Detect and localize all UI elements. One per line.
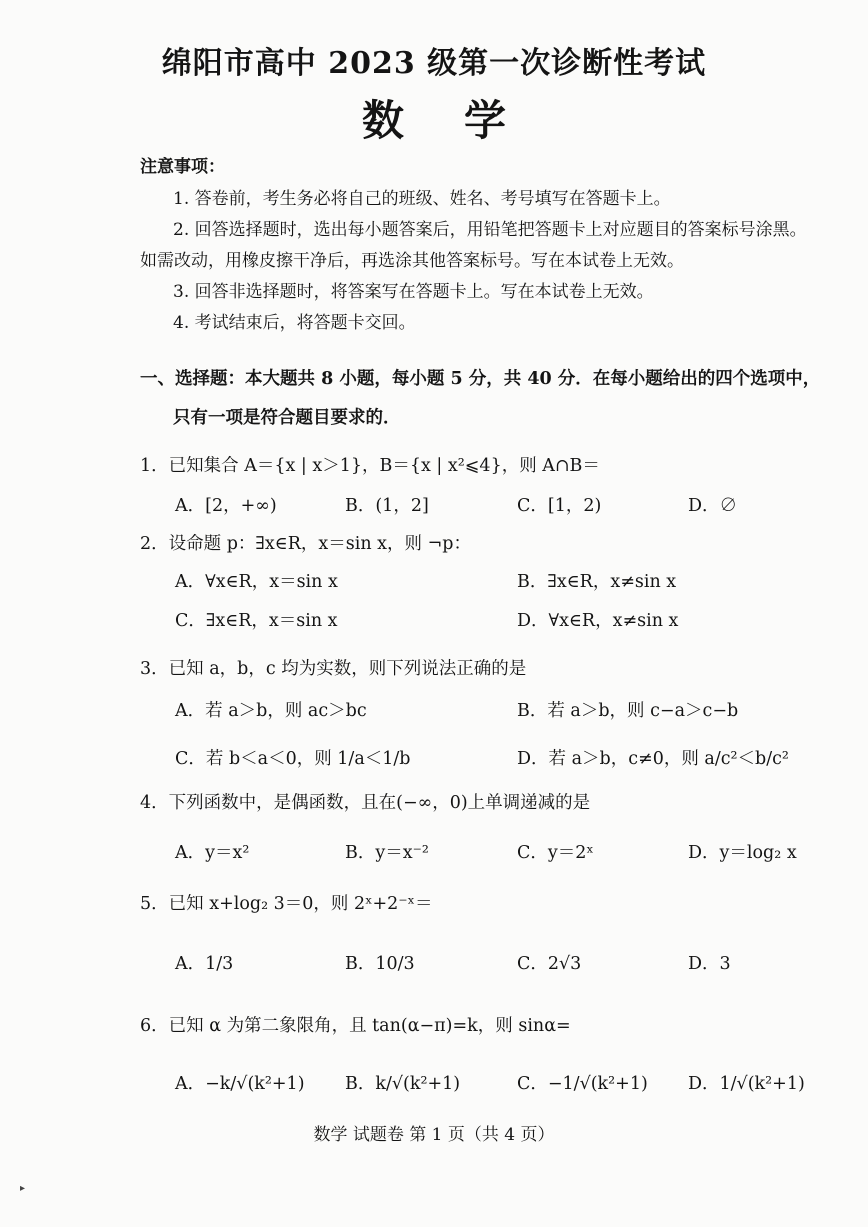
question-1-option-b: B．(1，2] [345, 496, 429, 516]
notice-item-3: 3. 回答非选择题时，将答案写在答题卡上。写在本试卷上无效。 [173, 282, 654, 302]
question-2-stem: 2．设命题 p：∃x∈R，x＝sin x，则 ¬p： [140, 534, 471, 554]
question-4-option-c: C．y＝2ˣ [517, 843, 594, 863]
question-4-option-d: D．y＝log₂ x [688, 843, 797, 863]
notice-item-4: 4. 考试结束后，将答题卡交回。 [173, 313, 416, 333]
question-6-stem: 6．已知 α 为第二象限角，且 tan(α−π)=k，则 sinα= [140, 1016, 571, 1036]
question-3-option-d: D．若 a＞b，c≠0，则 a/c²＜b/c² [517, 749, 789, 769]
question-6-option-b: B．k/√(k²+1) [345, 1074, 461, 1094]
question-2-option-a: A．∀x∈R，x＝sin x [175, 572, 338, 592]
notice-item-1: 1. 答卷前，考生务必将自己的班级、姓名、考号填写在答题卡上。 [173, 189, 671, 209]
question-3-option-c: C．若 b＜a＜0，则 1/a＜1/b [175, 749, 411, 769]
question-1-option-c: C．[1，2) [517, 496, 602, 516]
question-5-stem: 5．已知 x+log₂ 3＝0，则 2ˣ+2⁻ˣ＝ [140, 894, 433, 914]
question-1-option-a: A．[2，+∞) [175, 496, 277, 516]
question-2-option-b: B．∃x∈R，x≠sin x [517, 572, 677, 592]
question-2-option-c: C．∃x∈R，x＝sin x [175, 611, 338, 631]
question-6-option-d: D．1/√(k²+1) [688, 1074, 805, 1094]
question-2-option-d: D．∀x∈R，x≠sin x [517, 611, 679, 631]
question-3-option-a: A．若 a＞b，则 ac＞bc [175, 701, 367, 721]
section-heading-cont: 只有一项是符合题目要求的． [173, 408, 401, 428]
question-5-option-c: C．2√3 [517, 954, 582, 974]
notice-heading: 注意事项： [140, 157, 225, 177]
section-heading: 一、选择题：本大题共 8 小题，每小题 5 分，共 40 分．在每小题给出的四个选项中， [140, 369, 821, 389]
question-1-option-d: D．∅ [688, 496, 738, 516]
question-6-option-c: C．−1/√(k²+1) [517, 1074, 648, 1094]
question-3-option-b: B．若 a＞b，则 c−a＞c−b [517, 701, 739, 721]
scan-edge-mark: ▸ [20, 1183, 26, 1194]
question-4-stem: 4．下列函数中，是偶函数，且在(−∞，0)上单调递减的是 [140, 793, 591, 813]
page-footer: 数学 试题卷 第 1 页（共 4 页） [313, 1125, 555, 1145]
question-3-stem: 3．已知 a，b，c 均为实数，则下列说法正确的是 [140, 659, 527, 679]
notice-item-2: 2. 回答选择题时，选出每小题答案后，用铅笔把答题卡上对应题目的答案标号涂黑。 [173, 220, 807, 240]
question-1-stem: 1．已知集合 A＝{x | x＞1}，B＝{x | x²⩽4}，则 A∩B＝ [140, 456, 600, 476]
notice-item-2-cont: 如需改动，用橡皮擦干净后，再选涂其他答案标号。写在本试卷上无效。 [140, 251, 684, 271]
question-4-option-b: B．y＝x⁻² [345, 843, 429, 863]
question-6-option-a: A．−k/√(k²+1) [175, 1074, 305, 1094]
question-5-option-a: A．1/3 [175, 954, 234, 974]
question-5-option-d: D．3 [688, 954, 731, 974]
subject-title: 数学 [361, 96, 566, 145]
exam-title: 绵阳市高中 2023 级第一次诊断性考试 [161, 46, 707, 81]
question-5-option-b: B．10/3 [345, 954, 415, 974]
question-4-option-a: A．y＝x² [175, 843, 250, 863]
